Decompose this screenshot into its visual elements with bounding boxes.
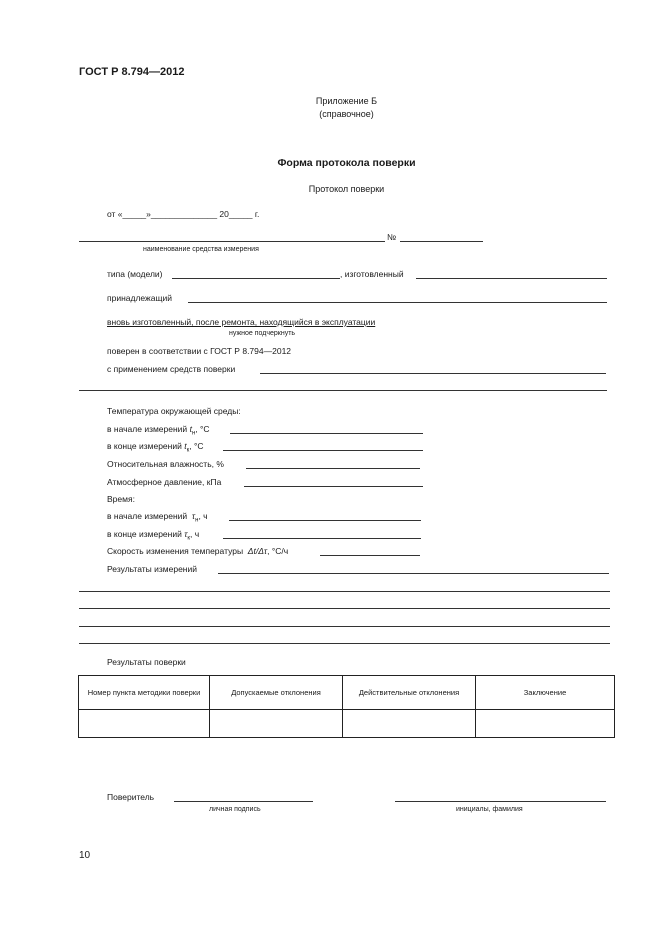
results-line-5 — [79, 643, 610, 644]
temp-end-text: в конце измерений — [107, 441, 182, 451]
caption-signature: личная подпись — [209, 806, 261, 813]
time-end-sub: к — [187, 535, 191, 542]
means-label: с применением средств поверки — [107, 364, 236, 374]
manufactured-label: , изготовленный — [340, 269, 404, 279]
time-start-text: в начале измерений — [107, 511, 188, 521]
table-header-cell: Действительные отклонения — [343, 676, 476, 710]
humidity-line — [246, 468, 420, 469]
status-text: вновь изготовленный, после ремонта, находящийся в эксплуатации — [107, 317, 376, 327]
pressure-line — [244, 486, 423, 487]
owner-label: принадлежащий — [107, 293, 172, 303]
temp-end-line — [223, 450, 423, 451]
manufacturer-line — [416, 278, 607, 279]
time-start-line — [229, 520, 421, 521]
verification-results-table — [78, 675, 615, 738]
temp-end-sub: к — [186, 447, 190, 454]
table-row — [79, 710, 615, 738]
appendix-label: Приложение Б — [315, 96, 378, 106]
date-line: от «_____»______________ 20_____ г. — [107, 209, 260, 219]
results-line-1 — [218, 573, 609, 574]
table-header-cell: Номер пункта методики поверки — [79, 676, 210, 710]
means-line — [260, 373, 606, 374]
temp-end-symbol: t — [184, 441, 187, 451]
verifier-label: Поверитель — [107, 792, 155, 802]
time-start-sub: н — [195, 517, 199, 524]
time-end-text: в конце измерений — [107, 529, 182, 539]
time-end-line — [223, 538, 421, 539]
temperature-title: Температура окружающей среды: — [107, 406, 241, 416]
table-cell[interactable] — [210, 710, 343, 738]
rate-unit: , °С/ч — [267, 546, 289, 556]
time-title: Время: — [107, 494, 135, 504]
protocol-title: Протокол поверки — [308, 184, 385, 194]
owner-line — [188, 302, 607, 303]
caption-instrument-name: наименование средства измерения — [143, 246, 259, 253]
temp-end-label — [107, 441, 203, 454]
table-cell[interactable] — [343, 710, 476, 738]
temp-start-label — [107, 424, 210, 437]
time-end-symbol: τ — [184, 529, 188, 539]
temp-start-line — [230, 433, 423, 434]
table-cell[interactable] — [476, 710, 615, 738]
verified-text: поверен в соответствии с ГОСТ Р 8.794—2012 — [107, 346, 292, 356]
means-line-2 — [79, 390, 607, 391]
time-start-symbol: τ — [191, 511, 196, 521]
temp-start-text: в начале измерений — [107, 424, 188, 434]
document-code: ГОСТ Р 8.794—2012 — [79, 66, 185, 78]
results-line-2 — [79, 591, 610, 592]
results-line-3 — [79, 608, 610, 609]
table-header-cell: Допускаемые отклонения — [210, 676, 343, 710]
number-prefix: № — [387, 232, 397, 242]
number-line — [400, 241, 483, 242]
rate-text: Скорость изменения температуры — [107, 546, 244, 556]
time-start-label — [107, 511, 208, 524]
page-number: 10 — [79, 850, 91, 861]
type-line — [172, 278, 340, 279]
time-end-label — [107, 529, 199, 542]
caption-initials: инициалы, фамилия — [456, 806, 523, 813]
appendix-type: (справочное) — [319, 109, 374, 119]
signature-line — [174, 801, 313, 802]
results-label: Результаты измерений — [107, 564, 197, 574]
rate-symbol: Δt/Δτ — [247, 546, 268, 556]
name-line — [395, 801, 606, 802]
rate-label — [107, 546, 288, 556]
results-line-4 — [79, 626, 610, 627]
table-header-row — [79, 676, 615, 710]
rate-line — [320, 555, 420, 556]
table-header-cell: Заключение — [476, 676, 615, 710]
humidity-label: Относительная влажность, % — [107, 459, 224, 469]
form-title: Форма протокола поверки — [277, 157, 416, 169]
pressure-label: Атмосферное давление, кПа — [107, 477, 222, 487]
verification-results-label: Результаты поверки — [107, 657, 186, 667]
temp-end-unit: , °C — [189, 441, 204, 451]
time-end-unit: , ч — [190, 529, 200, 539]
temp-start-sub: н — [191, 430, 196, 437]
table-cell[interactable] — [79, 710, 210, 738]
instrument-name-line — [79, 241, 385, 242]
type-label: типа (модели) — [107, 269, 163, 279]
temp-start-symbol: t — [189, 424, 192, 434]
temp-start-unit: , °C — [195, 424, 210, 434]
caption-underline: нужное подчеркнуть — [229, 330, 296, 337]
time-start-unit: , ч — [198, 511, 208, 521]
